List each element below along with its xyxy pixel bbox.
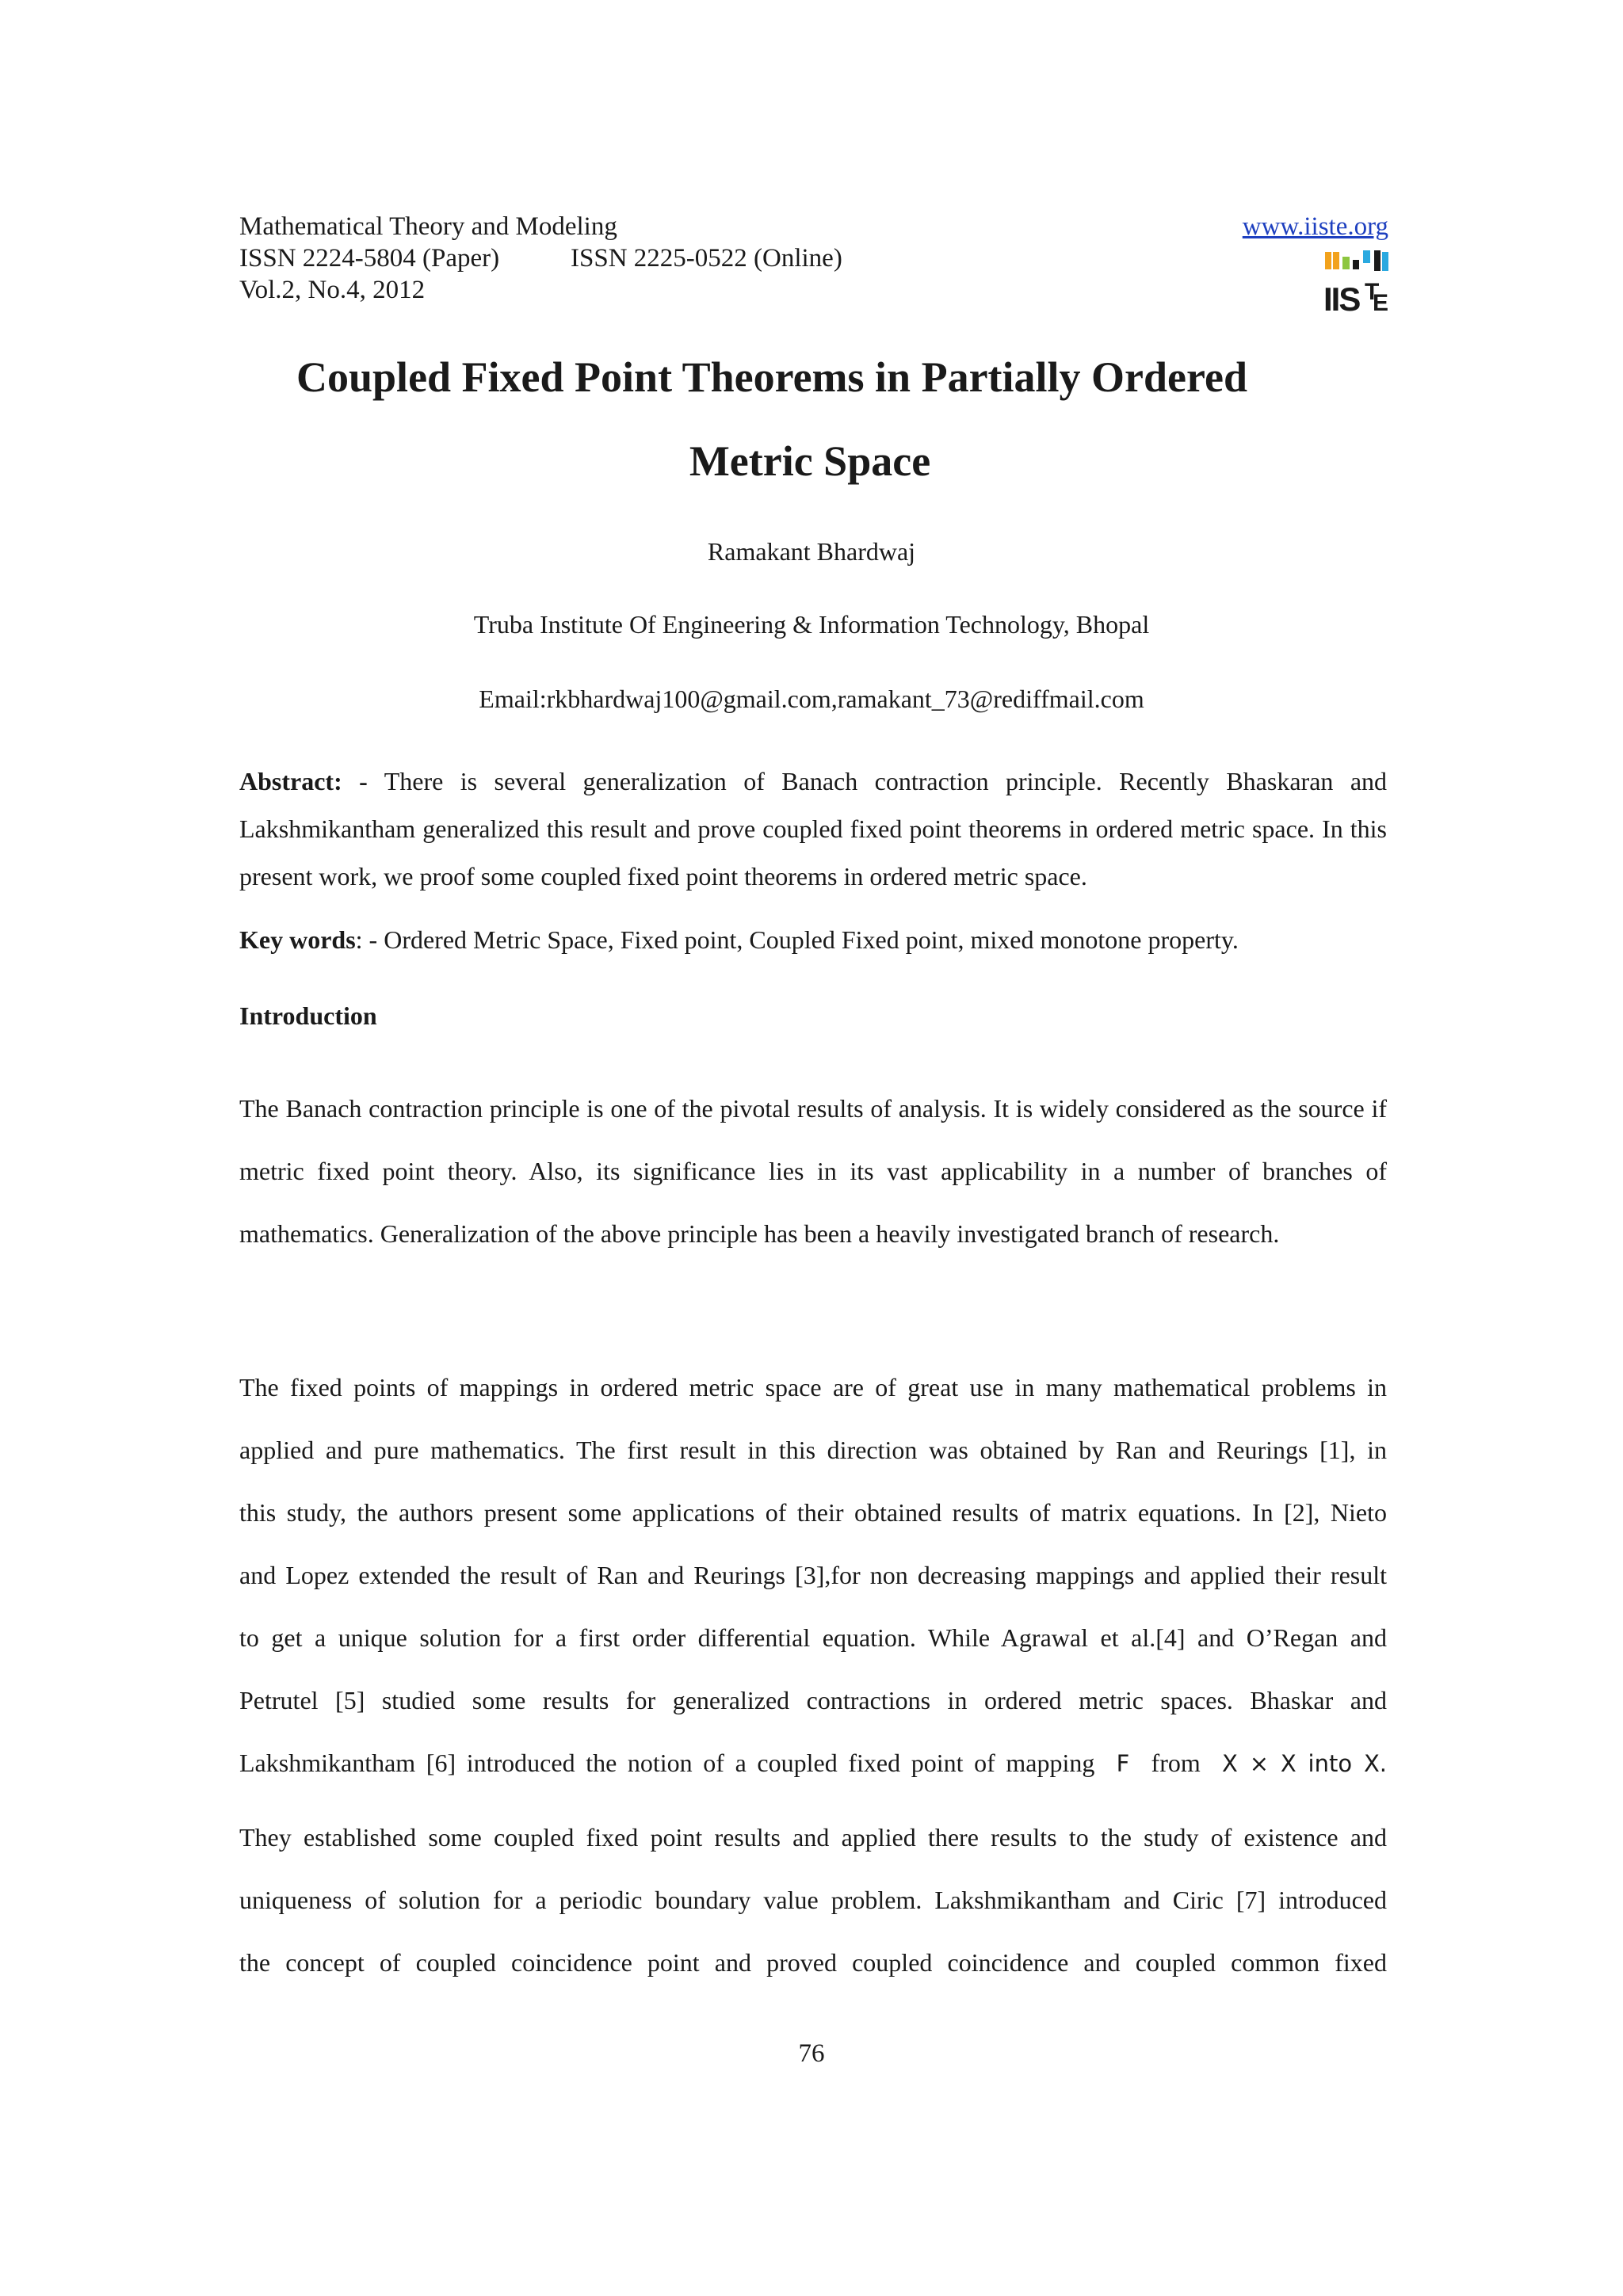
author-name: Ramakant Bhardwaj xyxy=(707,537,916,566)
abstract-paragraph xyxy=(239,757,1387,900)
paragraph-line-with-math: Lakshmikantham [6] introduced the notion of a coupled fixed point of mapping F from X × X into X. xyxy=(239,1749,1388,1777)
abstract-label: Abstract: - xyxy=(239,767,368,795)
paragraph-line: uniqueness of solution for a periodic boundary value problem. Lakshmikantham and Ciric [7] introduced xyxy=(239,1886,1387,1914)
paper-title-line-1: Coupled Fixed Point Theorems in Partially Ordered xyxy=(296,353,1247,401)
keywords-text: : - Ordered Metric Space, Fixed point, Coupled Fixed point, mixed monotone property. xyxy=(355,925,1239,954)
journal-url-link[interactable]: www.iiste.org xyxy=(1242,212,1388,241)
paragraph-line: applied and pure mathematics. The first result in this direction was obtained by Ran and Reurings [1], in xyxy=(239,1436,1387,1464)
math-expression: X × X into X. xyxy=(1222,1750,1388,1777)
svg-text:T: T xyxy=(1365,279,1380,305)
intro-paragraph-2 xyxy=(239,1356,1387,1994)
paragraph-line: Petrutel [5] studied some results for generalized contractions in ordered metric spaces. Bhaskar and xyxy=(239,1686,1387,1714)
volume-info: Vol.2, No.4, 2012 xyxy=(239,276,426,304)
issn-paper: ISSN 2224-5804 (Paper) xyxy=(239,244,500,273)
logo-lettering: IIS xyxy=(1323,280,1360,314)
paragraph-line: They established some coupled fixed point results and applied there results to the study of existence and xyxy=(239,1823,1387,1852)
author-email: Email:rkbhardwaj100@gmail.com,ramakant_73@rediffmail.com xyxy=(479,685,1144,713)
paragraph-line: the concept of coupled coincidence point and proved coupled coincidence and coupled common fixed xyxy=(239,1948,1387,1977)
iiste-logo-icon xyxy=(1323,249,1390,314)
issn-online: ISSN 2225-0522 (Online) xyxy=(571,244,842,273)
author-affiliation: Truba Institute Of Engineering & Information Technology, Bhopal xyxy=(473,610,1150,639)
journal-name: Mathematical Theory and Modeling xyxy=(239,212,617,241)
intro-paragraph-1: The Banach contraction principle is one of the pivotal results of analysis. It is widely considered as the source if metric fixed point theory. Also, its significance lies in its vast applicability in a number of branches of mathematics. Generalization of the above principle has been a heavily investigated branch of research. xyxy=(239,1094,1387,1248)
section-heading-introduction: Introduction xyxy=(239,1001,377,1030)
paragraph-line: The fixed points of mappings in ordered metric space are of great use in many mathematical problems in xyxy=(239,1373,1387,1402)
iiste-logo xyxy=(1323,249,1390,314)
svg-text:E: E xyxy=(1373,290,1389,314)
paragraph-line: this study, the authors present some applications of their obtained results of matrix equations. In [2], Nieto xyxy=(239,1498,1387,1527)
paragraph-line: and Lopez extended the result of Ran and Reurings [3],for non decreasing mappings and applied their result xyxy=(239,1561,1387,1589)
paragraph-line: to get a unique solution for a first order differential equation. While Agrawal et al.[4] and O’Regan and xyxy=(239,1623,1387,1652)
math-symbol-f: F xyxy=(1116,1750,1130,1777)
keywords-label: Key words xyxy=(239,925,356,954)
page-number: 76 xyxy=(798,2039,825,2068)
paper-title-line-2: Metric Space xyxy=(689,437,931,485)
keywords-line xyxy=(239,924,1387,955)
abstract-text: There is several generalization of Banach contraction principle. Recently Bhaskaran and Lakshmikantham generalized this result and prove coupled fixed point theorems in ordered metric space. In this present work, we proof some coupled fixed point theorems in ordered metric space. xyxy=(239,767,1388,891)
